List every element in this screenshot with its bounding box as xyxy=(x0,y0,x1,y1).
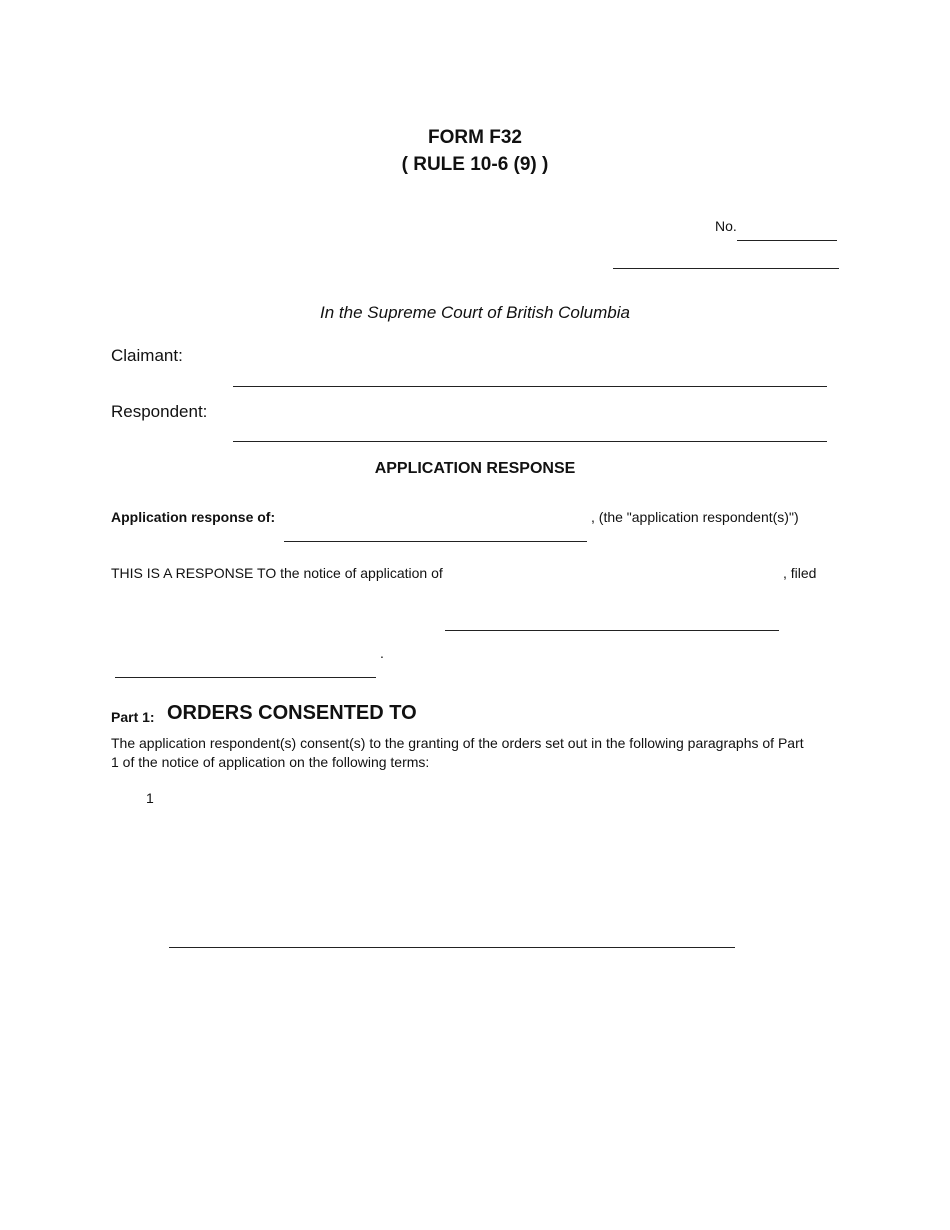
part1-item-line[interactable] xyxy=(169,947,735,948)
form-heading: APPLICATION RESPONSE xyxy=(374,460,576,477)
respondents-note: , (the "application respondent(s)") xyxy=(591,509,799,525)
filed-date-line[interactable] xyxy=(115,677,376,678)
respondent-label: Respondent: xyxy=(111,402,208,421)
file-number-line[interactable] xyxy=(737,240,837,241)
filed-text: , filed xyxy=(783,565,817,581)
part1-body-line2: 1 of the notice of application on the following terms: xyxy=(111,754,430,770)
part1-item-number: 1 xyxy=(146,790,154,806)
part1-title: ORDERS CONSENTED TO xyxy=(167,702,417,724)
part1-body-line1: The application respondent(s) consent(s) to the granting of the orders set out in the following paragraphs of Part xyxy=(111,735,804,751)
response-of-label: Application response of: xyxy=(111,509,276,525)
claimant-line[interactable] xyxy=(233,386,827,387)
court-name: In the Supreme Court of British Columbia xyxy=(320,303,630,322)
registry-line[interactable] xyxy=(613,268,839,269)
claimant-label: Claimant: xyxy=(111,346,183,365)
response-of-line[interactable] xyxy=(284,541,587,542)
form-title: FORM F32 xyxy=(428,127,522,148)
part1-label: Part 1: xyxy=(111,709,155,725)
applicant-line[interactable] xyxy=(445,630,779,631)
file-number-label: No. xyxy=(715,218,737,234)
respondent-line[interactable] xyxy=(233,441,827,442)
form-rule: ( RULE 10-6 (9) ) xyxy=(401,154,549,175)
period-mark: . xyxy=(380,645,384,661)
response-to-text: THIS IS A RESPONSE TO the notice of application of xyxy=(111,565,443,581)
